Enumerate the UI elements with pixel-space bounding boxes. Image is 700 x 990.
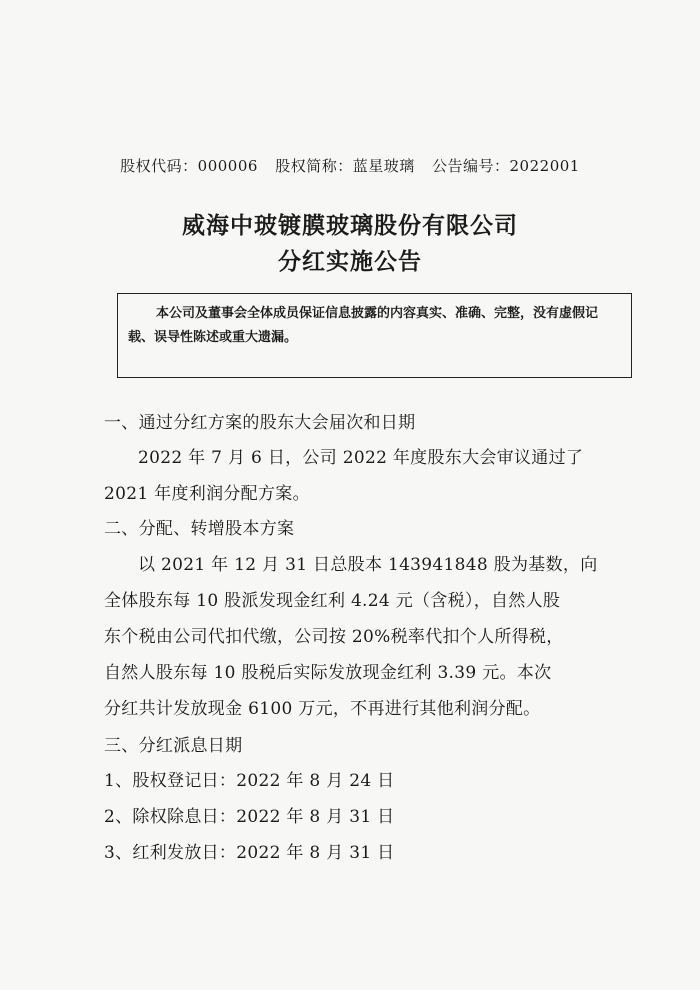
header-info xyxy=(0,155,700,176)
section-2-paragraph-line: 分红共计发放现金 6100 万元，不再进行其他利润分配。 xyxy=(104,699,541,719)
payment-date-item: 3、红利发放日：2022 年 8 月 31 日 xyxy=(104,843,395,863)
section-3-heading: 三、分红派息日期 xyxy=(104,736,243,756)
record-date-item: 1、股权登记日：2022 年 8 月 24 日 xyxy=(104,771,395,791)
company-title: 威海中玻镀膜玻璃股份有限公司 xyxy=(182,212,518,239)
ex-dividend-date-item: 2、除权除息日：2022 年 8 月 31 日 xyxy=(104,807,395,827)
stock-name: 股权简称：蓝星玻璃 xyxy=(275,157,415,175)
section-2-paragraph-line: 以 2021 年 12 月 31 日总股本 143941848 股为基数，向 xyxy=(138,555,598,575)
section-1-paragraph-line: 2021 年度利润分配方案。 xyxy=(104,484,310,504)
section-2-paragraph-line: 全体股东每 10 股派发现金红利 4.24 元（含税），自然人股 xyxy=(104,591,561,611)
announcement-number: 公告编号：2022001 xyxy=(432,157,580,175)
announcement-title: 分红实施公告 xyxy=(278,248,422,275)
disclaimer-box: 本公司及董事会全体成员保证信息披露的内容真实、准确、完整，没有虚假记载、误导性陈述或重大遗漏。 xyxy=(117,293,632,378)
stock-code: 股权代码：000006 xyxy=(120,157,258,175)
section-2-paragraph-line: 东个税由公司代扣代缴，公司按 20%税率代扣个人所得税， xyxy=(104,627,564,647)
section-1-heading: 一、通过分红方案的股东大会届次和日期 xyxy=(104,413,416,433)
section-2-heading: 二、分配、转增股本方案 xyxy=(104,519,295,539)
section-2-paragraph-line: 自然人股东每 10 股税后实际发放现金红利 3.39 元。本次 xyxy=(104,663,552,683)
section-1-paragraph-line: 2022 年 7 月 6 日，公司 2022 年度股东大会审议通过了 xyxy=(138,448,584,468)
